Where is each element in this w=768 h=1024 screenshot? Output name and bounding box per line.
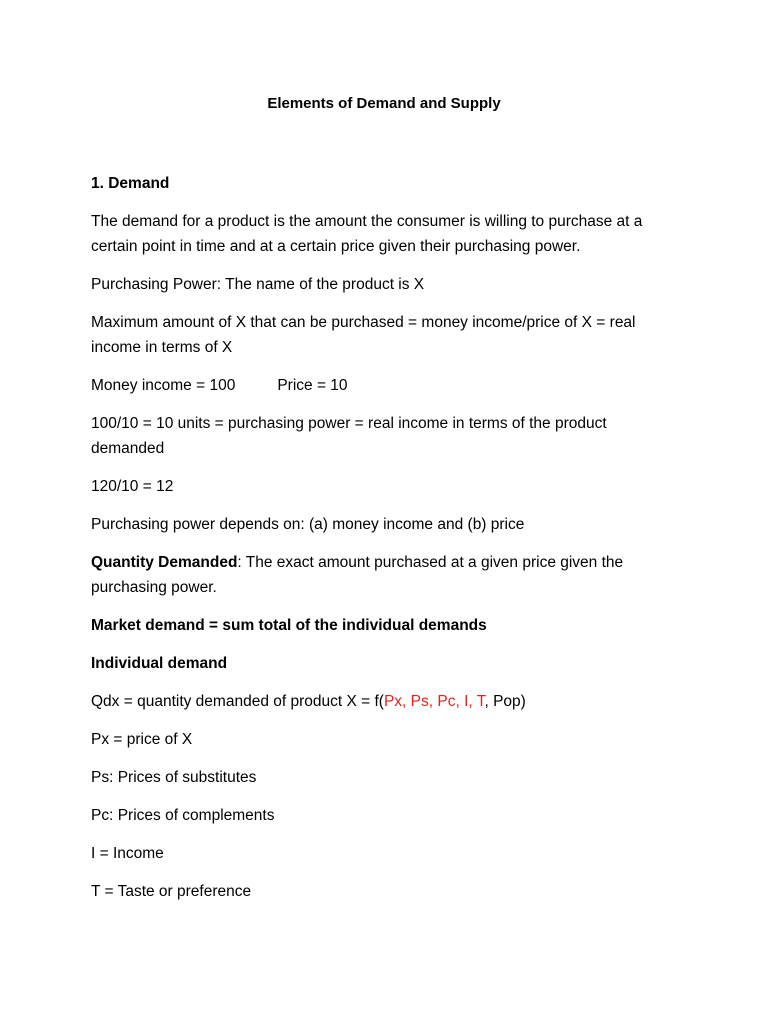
price-text: Price = 10 xyxy=(277,377,348,394)
paragraph-demand-definition: The demand for a product is the amount the consumer is willing to purchase at a certain point in time and at a certain price given their purchasing power. xyxy=(91,213,643,255)
qdx-suffix: , Pop) xyxy=(484,693,526,710)
qdx-prefix: Qdx = quantity demanded of product X = f( xyxy=(91,693,384,710)
paragraph-qdx-function xyxy=(91,689,681,714)
paragraph-market-demand: Market demand = sum total of the individual demands xyxy=(91,617,487,634)
paragraph-ps: Ps: Prices of substitutes xyxy=(91,769,257,786)
paragraph-pc: Pc: Prices of complements xyxy=(91,807,275,824)
paragraph-individual-demand: Individual demand xyxy=(91,655,228,672)
paragraph-units-calc: 100/10 = 10 units = purchasing power = real income in terms of the product demanded xyxy=(91,415,607,457)
document-title: Elements of Demand and Supply xyxy=(267,95,501,112)
paragraph-max-amount: Maximum amount of X that can be purchased = money income/price of X = real income in terms of X xyxy=(91,314,636,356)
document-body xyxy=(91,171,681,917)
paragraph-purchasing-power: Purchasing Power: The name of the product is X xyxy=(91,276,425,293)
quantity-demanded-term: Quantity Demanded xyxy=(91,554,238,571)
paragraph-calc-120: 120/10 = 12 xyxy=(91,478,174,495)
quantity-demanded-definition: : The exact amount purchased at a given price given the purchasing power. xyxy=(91,554,624,596)
paragraph-income-price xyxy=(91,373,681,398)
paragraph-taste: T = Taste or preference xyxy=(91,883,252,900)
money-income-text: Money income = 100 xyxy=(91,377,236,394)
paragraph-income: I = Income xyxy=(91,845,164,862)
paragraph-depends-on: Purchasing power depends on: (a) money income and (b) price xyxy=(91,516,525,533)
paragraph-px: Px = price of X xyxy=(91,731,193,748)
qdx-red-variables: Px, Ps, Pc, I, T xyxy=(383,693,485,710)
section-heading-demand: 1. Demand xyxy=(91,175,170,192)
paragraph-quantity-demanded xyxy=(91,550,681,600)
